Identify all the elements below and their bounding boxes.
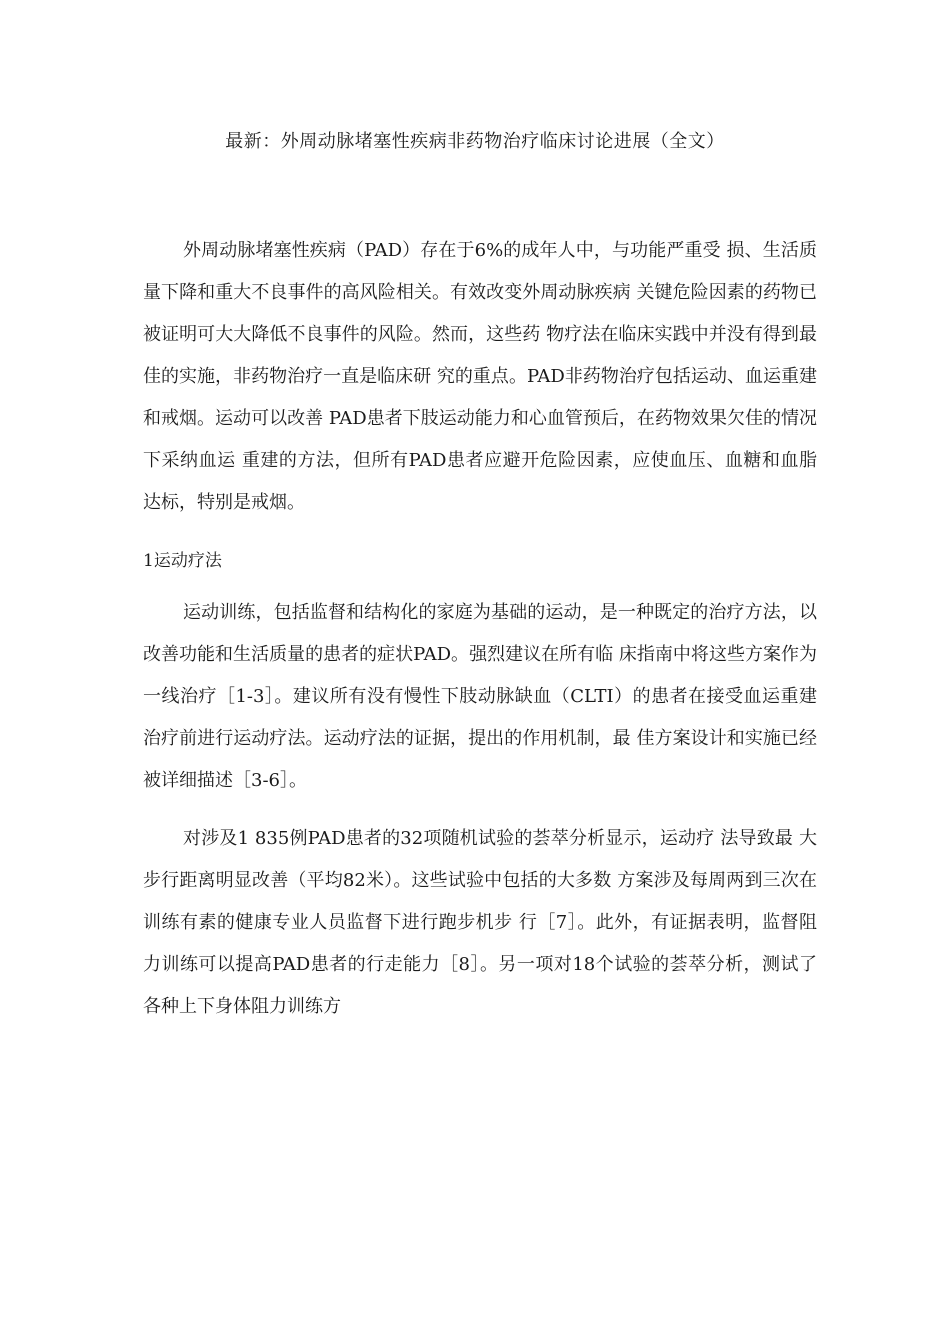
- intro-paragraph: 外周动脉堵塞性疾病（PAD）存在于6%的成年人中，与功能严重受 损、生活质量下降和重大不良事件的高风险相关。有效改变外周动脉疾病 关键危险因素的药物已被证明可大大降低不良事件的风险。然而，这些药 物疗法在临床实践中并没有得到最佳的实施，非药物治疗一直是临床研 究的重点。PAD非药物治疗包括运动、血运重建和戒烟。运动可以改善 PAD患者下肢运动能力和心血管预后，在药物效果欠佳的情况下采纳血运 重建的方法，但所有PAD患者应避开危险因素，应使血压、血糖和血脂 达标，特别是戒烟。: [143, 240, 817, 513]
- section-paragraph: 对涉及1 835例PAD患者的32项随机试验的荟萃分析显示，运动疗 法导致最 大步行距离明显改善（平均82米）。这些试验中包括的大多数 方案涉及每周两到三次在训练有素的健康专业人员监督下进行跑步机步 行［7］。此外，有证据表明，监督阻力训练可以提高PAD患者的行走能力［8］。另一项对18个试验的荟萃分析，测试了各种上下身体阻力训练方: [143, 828, 817, 1017]
- section-paragraph: 运动训练，包括监督和结构化的家庭为基础的运动，是一种既定的治疗方法，以改善功能和生活质量的患者的症状PAD。强烈建议在所有临 床指南中将这些方案作为一线治疗［1-3］。建议所有没有慢性下肢动脉缺血（CLTI）的患者在接受血运重建治疗前进行运动疗法。运动疗法的证据，提出的作用机制，最 佳方案设计和实施已经被详细描述［3-6］。: [143, 602, 817, 791]
- page-title: 最新：外周动脉堵塞性疾病非药物治疗临床讨论进展（全文）: [225, 131, 725, 152]
- section-heading: 1运动疗法: [143, 551, 222, 571]
- document-body: [143, 230, 817, 1044]
